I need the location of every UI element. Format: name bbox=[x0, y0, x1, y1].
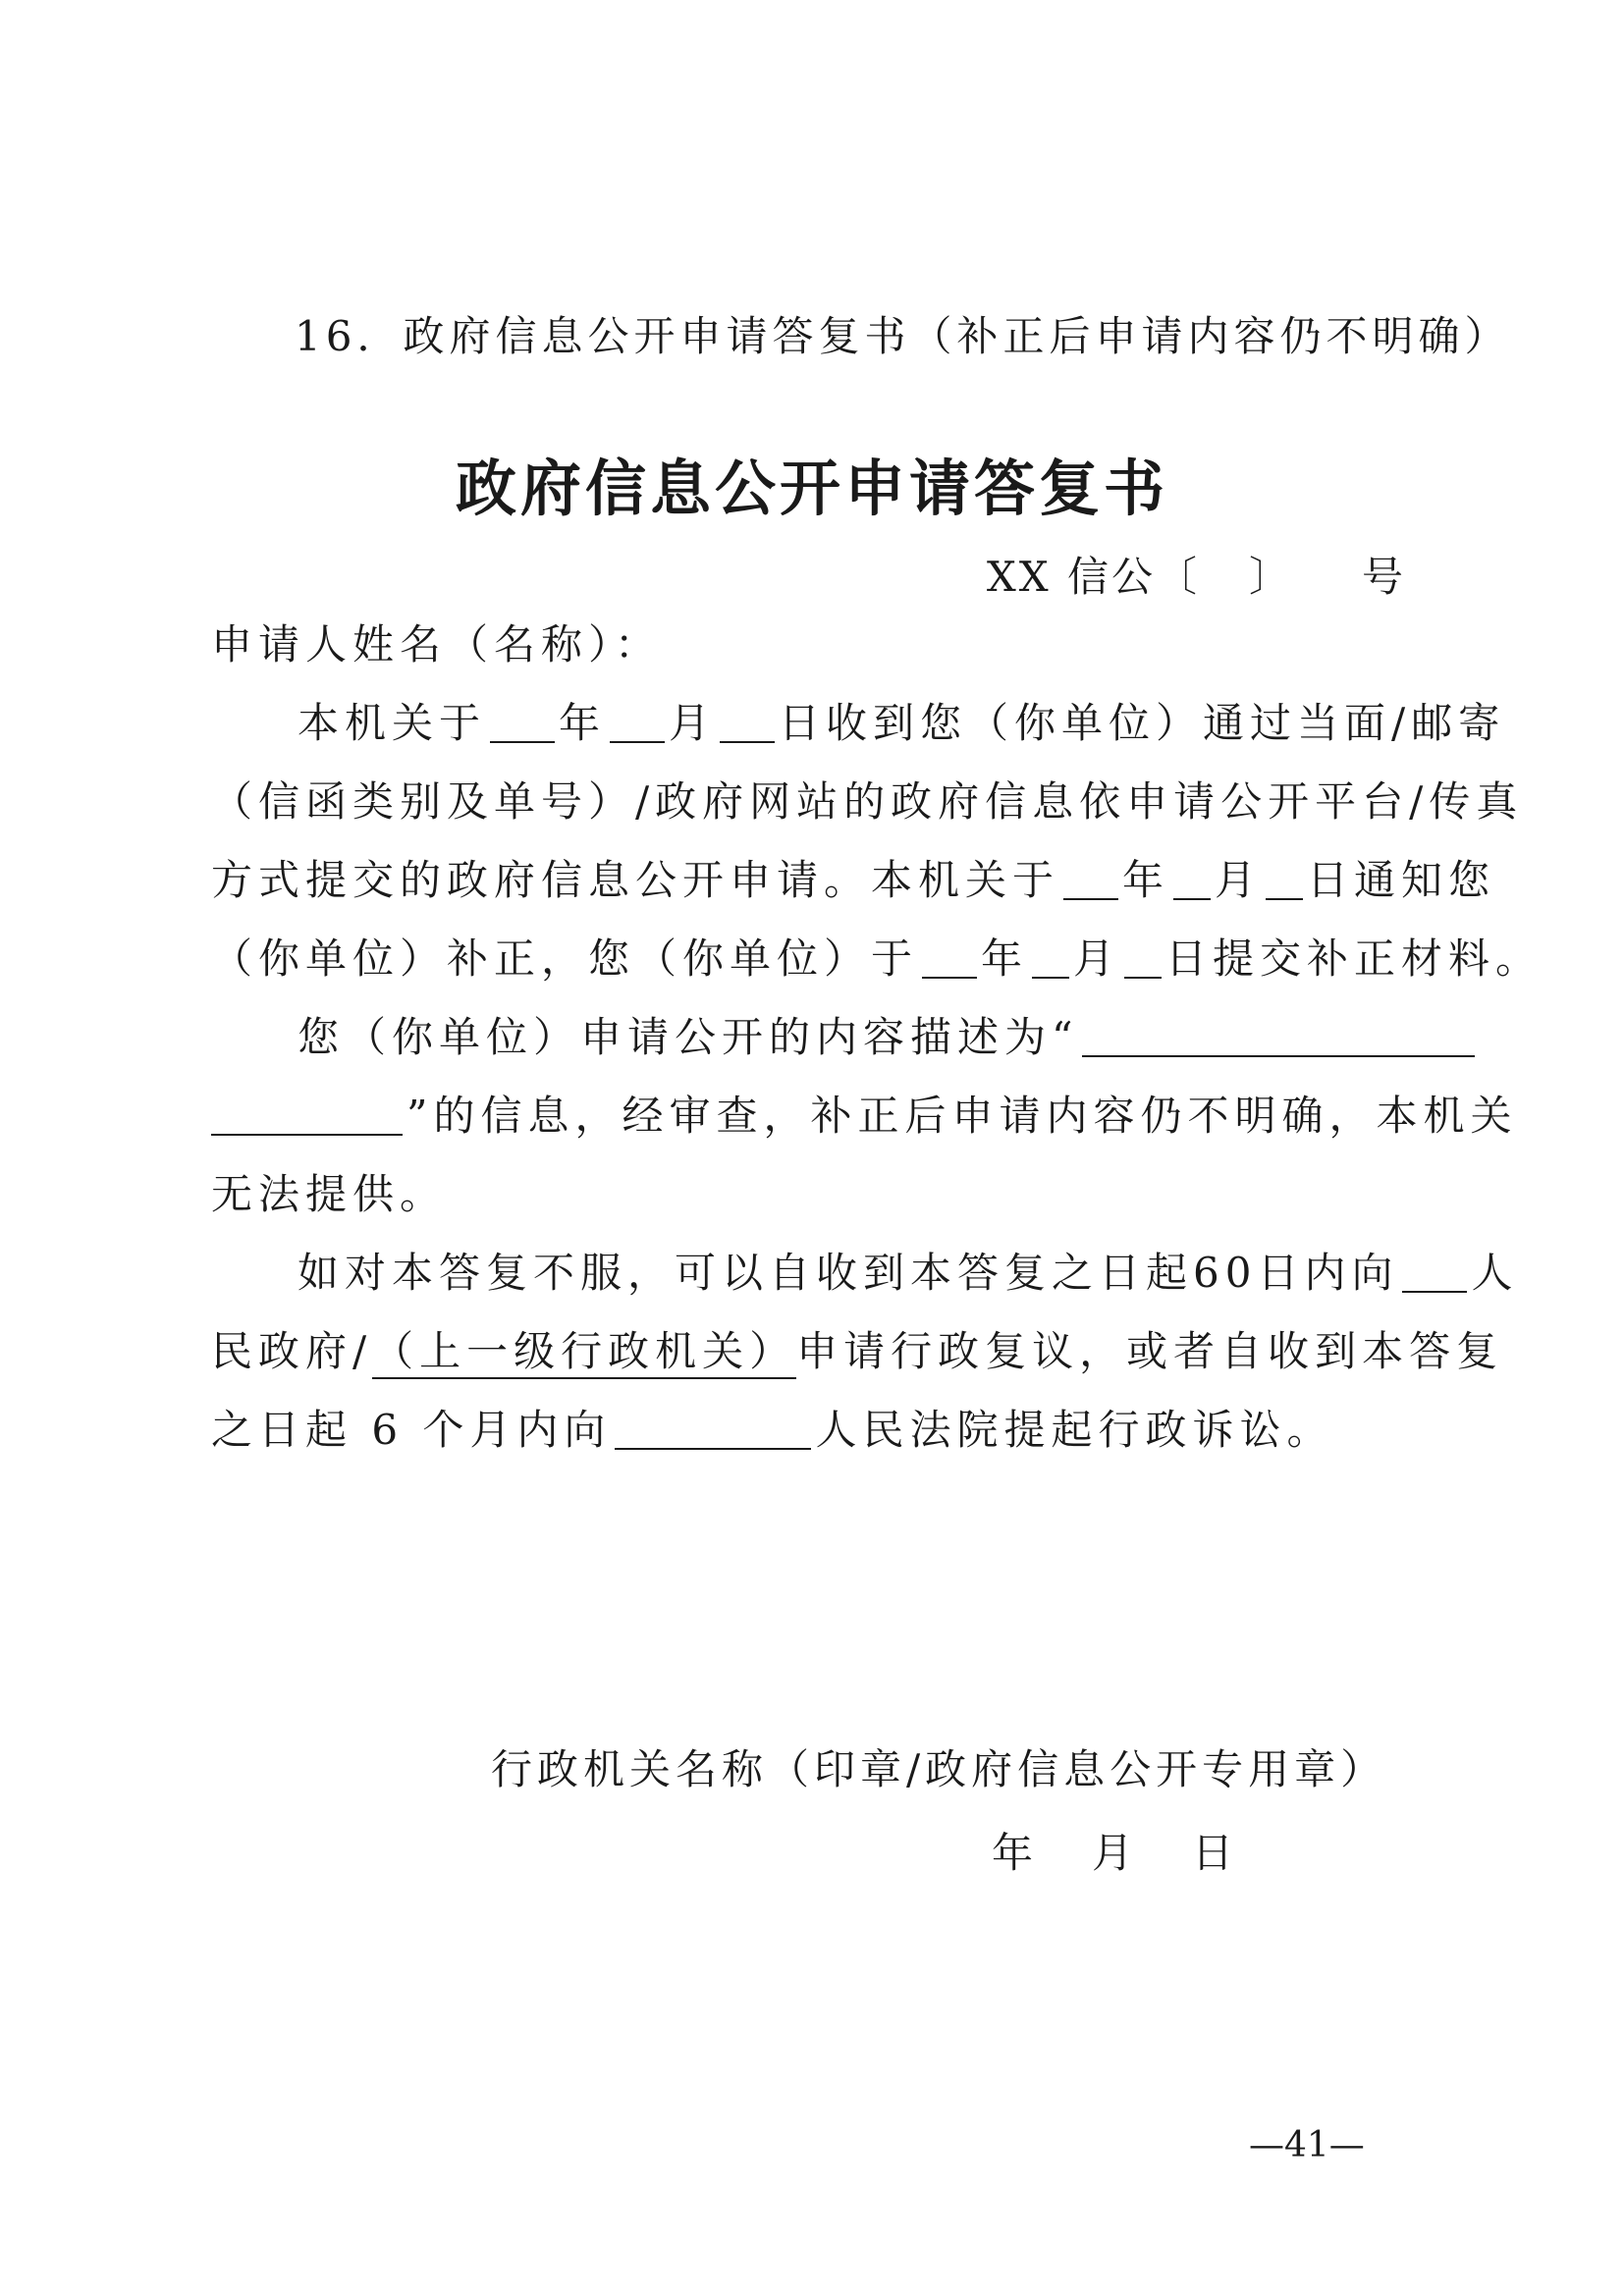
salutation: 申请人姓名（名称）： bbox=[211, 620, 663, 668]
blank-year bbox=[490, 704, 555, 743]
para3-line1: 如对本答复不服，可以自收到本答复之日起60日内向 人 bbox=[298, 1249, 1519, 1297]
blank-day bbox=[720, 704, 775, 743]
blank-government bbox=[1402, 1254, 1467, 1293]
blank-day bbox=[1266, 861, 1303, 900]
para3-line2: 民政府/（上一级行政机关）申请行政复议，或者自收到本答复 bbox=[211, 1327, 1419, 1376]
para1-line1: 本机关于 年 月 日收到您（你单位）通过当面/邮寄 bbox=[298, 699, 1506, 747]
date-day: 日 bbox=[1192, 1829, 1234, 1877]
blank-year bbox=[922, 939, 977, 979]
para1-line2: （信函类别及单号）/政府网站的政府信息依申请公开平台/传真 bbox=[211, 777, 1524, 826]
document-title: 政府信息公开申请答复书 bbox=[455, 453, 1168, 524]
document-number bbox=[987, 545, 1406, 604]
doc-number-suffix: 号 bbox=[1361, 553, 1406, 601]
date-year: 年 bbox=[992, 1829, 1034, 1877]
superior-authority-placeholder: （上一级行政机关） bbox=[372, 1327, 796, 1379]
para1-line3: 方式提交的政府信息公开申请。本机关于 年 月 日通知您 bbox=[211, 856, 1496, 904]
doc-number-middle: 〕 bbox=[1248, 553, 1293, 601]
signature-block: 行政机关名称（印章/政府信息公开专用章） bbox=[491, 1745, 1387, 1793]
blank-month bbox=[1032, 939, 1069, 979]
page-number: —41— bbox=[1249, 2125, 1365, 2165]
blank-month bbox=[610, 704, 665, 743]
para2-line1: 您（你单位）申请公开的内容描述为“ bbox=[211, 1013, 1505, 1062]
blank-content-description-cont bbox=[211, 1096, 403, 1136]
blank-content-description bbox=[1082, 1018, 1475, 1057]
blank-court bbox=[615, 1411, 811, 1450]
signature-date bbox=[992, 1821, 1292, 1880]
para2-line2: ”的信息，经审查，补正后申请内容仍不明确，本机关 bbox=[211, 1092, 1419, 1141]
section-heading-text: 16．政府信息公开申请答复书（补正后申请内容仍不明确） bbox=[295, 312, 1511, 360]
para1-line4: （你单位）补正，您（你单位）于 年 月 日提交补正材料。 bbox=[211, 934, 1543, 983]
doc-number-prefix: XX 信公〔 bbox=[986, 553, 1200, 601]
blank-month bbox=[1173, 861, 1211, 900]
blank-year bbox=[1063, 861, 1118, 900]
para3-line3: 之日起 6 个月内向 人民法院提起行政诉讼。 bbox=[211, 1406, 1334, 1454]
para2-line3: 无法提供。 bbox=[211, 1170, 448, 1218]
blank-day bbox=[1124, 939, 1162, 979]
date-month: 月 bbox=[1092, 1829, 1134, 1877]
